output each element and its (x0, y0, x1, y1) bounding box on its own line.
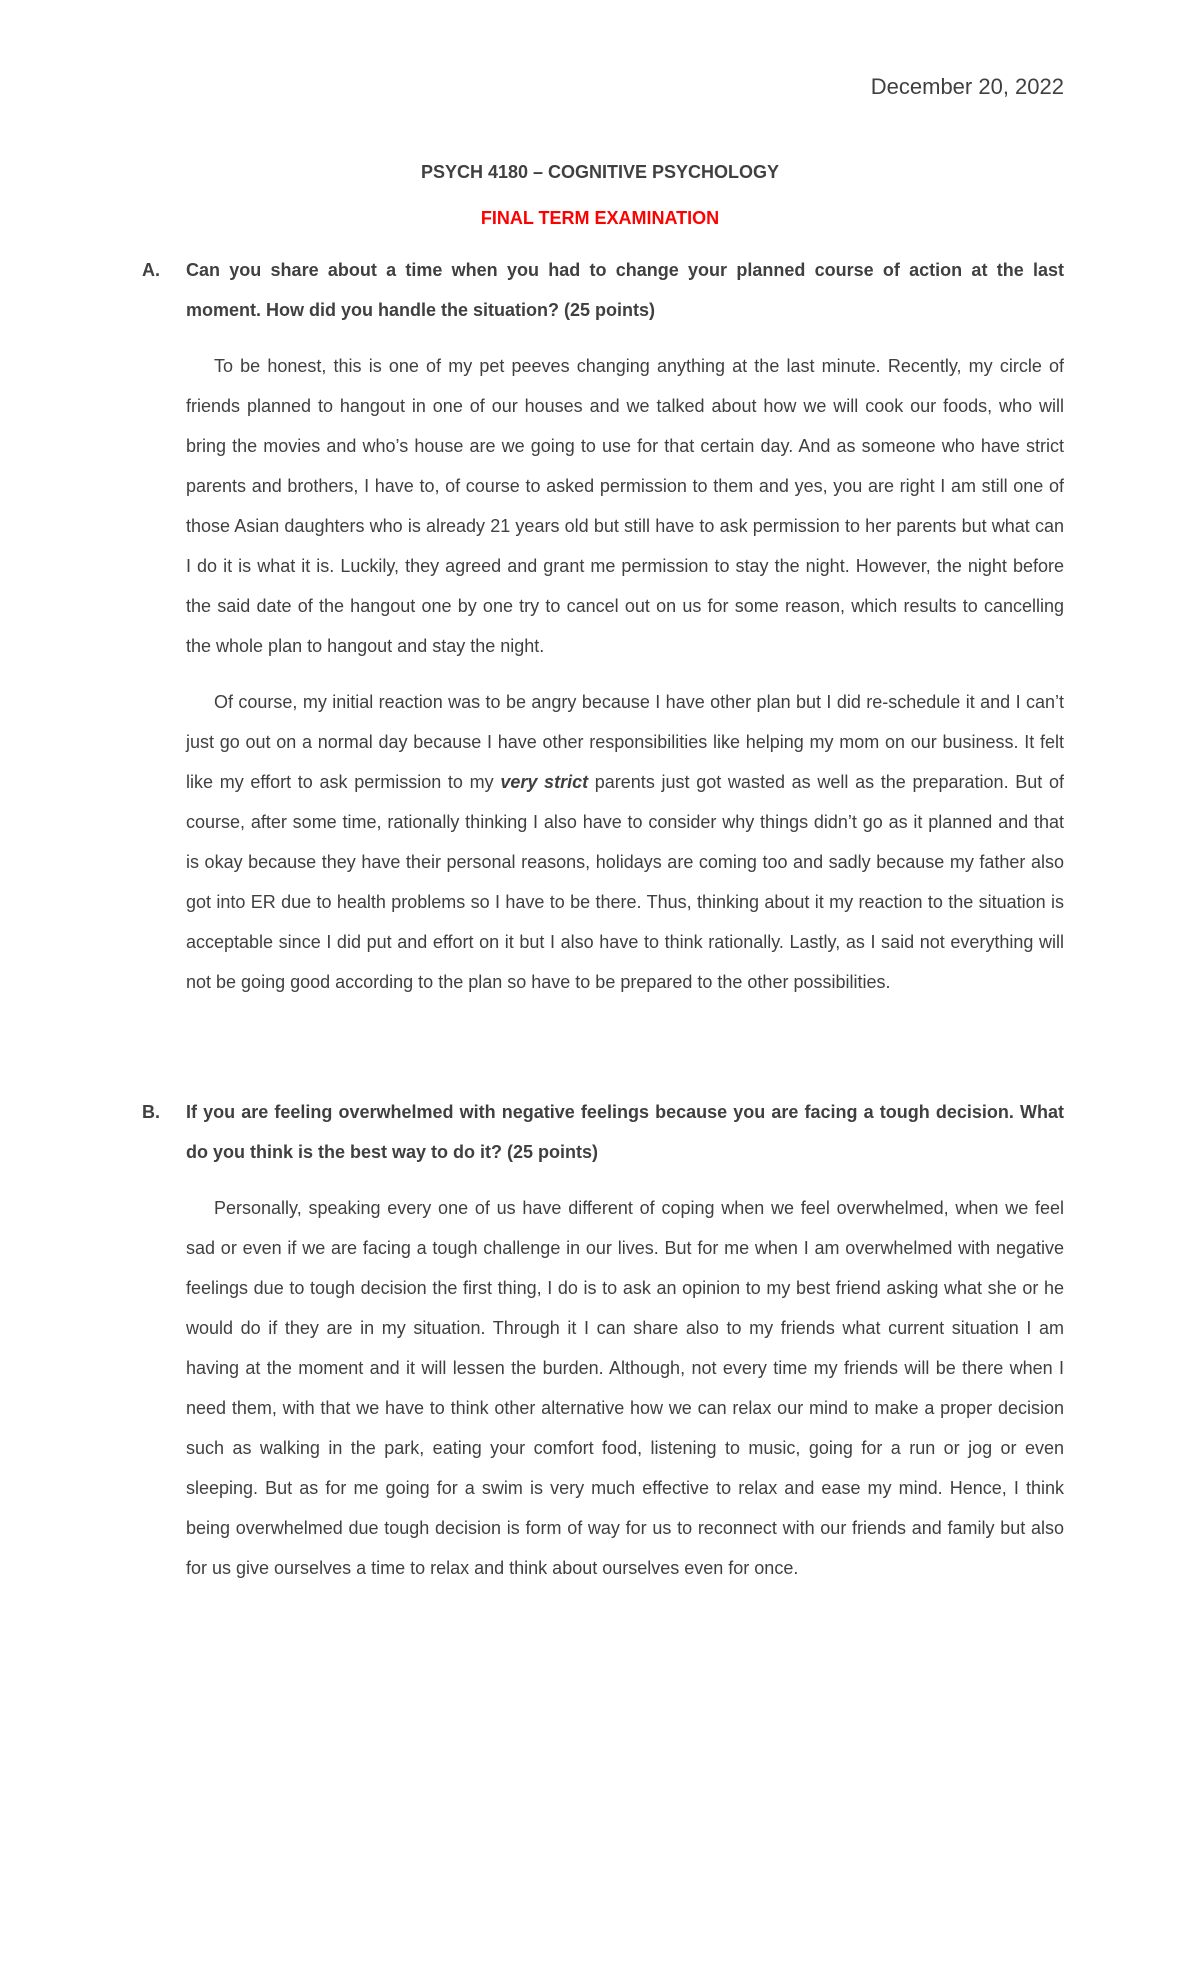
question-b-letter: B. (142, 1102, 160, 1122)
question-a-letter: A. (142, 260, 160, 280)
exam-title: FINAL TERM EXAMINATION (480, 208, 720, 228)
course-title: PSYCH 4180 – COGNITIVE PSYCHOLOGY (420, 162, 780, 182)
answer-a-emphasis: very strict (500, 772, 589, 792)
answer-b-paragraph-1: Personally, speaking every one of us have different of coping when we feel overwhelmed, when we feel sad or even if we are facing a tough challenge in our lives. But for me when I am overwhelmed with negative feelings due to tough decision the first thing, I do is to ask an opinion to my best friend asking what she or he would do if they are in my situation. Through it I can share also to my friends what current situation I am having at the moment and it will lessen the burden. Although, not every time my friends will be there when I need them, with that we have to think other alternative how we can relax our mind to make a proper decision such as walking in the park, eating your comfort food, listening to music, going for a run or jog or even sleeping. But as for me going for a swim is very much effective to relax and ease my mind. Hence, I think being overwhelmed due tough decision is form of way for us to reconnect with our friends and family but also for us give ourselves a time to relax and think about ourselves even for once. (186, 1198, 1064, 1578)
answer-a-paragraph-2-before: Of course, my initial reaction was to be angry because I have other plan but I did re-schedule it and I can’t just go out on a normal day because I have other responsibilities like helping my mom on our business. It felt like my effort to ask permission to my (186, 692, 1064, 792)
answer-a-paragraph-2-after: parents just got wasted as well as the preparation. But of course, after some time, rationally thinking I also have to consider why things didn’t go as it planned and that is okay because they have their personal reasons, holidays are coming too and sadly because my father also got into ER due to health problems so I have to be there. Thus, thinking about it my reaction to the situation is acceptable since I did put and effort on it but I also have to think rationally. Lastly, as I said not everything will not be going good according to the plan so have to be prepared to the other possibilities. (186, 772, 1064, 992)
question-a (142, 250, 1064, 330)
question-b (142, 1092, 1064, 1172)
question-a-text: Can you share about a time when you had to change your planned course of action at the last moment. How did you handle the situation? (25 points) (186, 260, 1064, 320)
section-b (0, 1092, 1200, 1588)
question-b-text: If you are feeling overwhelmed with negative feelings because you are facing a tough decision. What do you think is the best way to do it? (25 points) (186, 1102, 1064, 1162)
answer-a-paragraph-2 (186, 682, 1064, 1002)
answer-a-paragraph-1: To be honest, this is one of my pet peeves changing anything at the last minute. Recently, my circle of friends planned to hangout in one of our houses and we talked about how we will cook our foods, who will bring the movies and who’s house are we going to use for that certain day. And as someone who have strict parents and brothers, I have to, of course to asked permission to them and yes, you are right I am still one of those Asian daughters who is already 21 years old but still have to ask permission to her parents but what can I do it is what it is. Luckily, they agreed and grant me permission to stay the night. However, the night before the said date of the hangout one by one try to cancel out on us for some reason, which results to cancelling the whole plan to hangout and stay the night. (186, 356, 1064, 656)
section-a (0, 250, 1200, 1002)
document-date: December 20, 2022 (870, 74, 1064, 99)
